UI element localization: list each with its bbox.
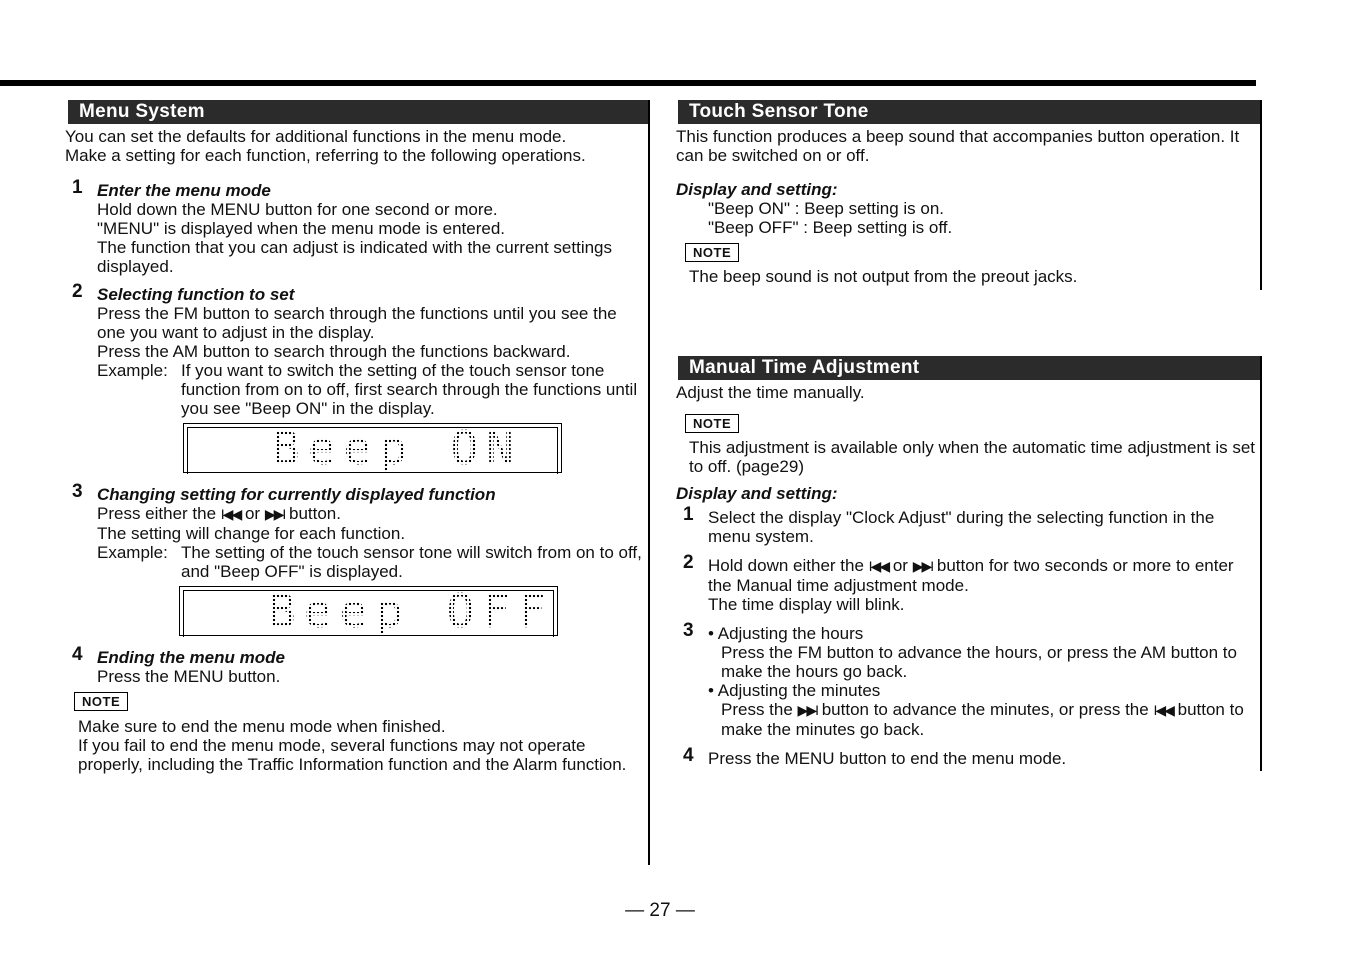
top-rule <box>0 80 1256 86</box>
step-text: Press the FM button to advance the hours, or press the AM button to make the hours go back. <box>721 643 1237 681</box>
display-setting-title: Display and setting: <box>676 484 838 503</box>
step-text: Press the MENU button. <box>97 667 281 686</box>
note-text: Make sure to end the menu mode when finished. <box>78 717 446 736</box>
previous-track-icon: I◀◀ <box>220 506 241 522</box>
section-title: Manual Time Adjustment <box>678 356 1260 380</box>
lcd-display <box>183 423 562 473</box>
step-number: 3 <box>683 620 694 641</box>
step-2 <box>65 281 648 475</box>
step-1 <box>676 504 1260 546</box>
intro-text: You can set the defaults for additional functions in the menu mode. <box>65 127 567 146</box>
bullet-item: • Adjusting the minutes <box>708 681 881 700</box>
touch-sensor-section <box>676 100 1262 290</box>
step-number: 4 <box>683 745 694 766</box>
example <box>97 543 648 581</box>
text-fragment: Press either the <box>97 504 217 523</box>
note-block <box>685 414 1260 476</box>
intro-text: Adjust the time manually. <box>676 383 865 402</box>
step-text: Press the AM button to search through the functions backward. <box>97 342 571 361</box>
next-track-icon: ▶▶I <box>912 558 933 574</box>
step-text: Select the display "Clock Adjust" during the selecting function in the menu system. <box>708 508 1215 546</box>
display-setting-title: Display and setting: <box>676 180 838 199</box>
note-label: NOTE <box>685 243 739 262</box>
step-number: 4 <box>72 644 83 665</box>
text-fragment: button to make the minutes go back. <box>721 700 1244 739</box>
menu-system-section <box>65 100 650 865</box>
note-text: If you fail to end the menu mode, several functions may not operate properly, including the Traffic Information function and the Alarm function. <box>78 736 627 774</box>
text-fragment: or <box>892 556 908 575</box>
step-text <box>97 504 648 524</box>
step-text <box>721 700 1260 739</box>
step-number: 1 <box>683 504 694 525</box>
setting-line: "Beep OFF" : Beep setting is off. <box>708 218 953 237</box>
step-4 <box>676 745 1260 768</box>
note-label: NOTE <box>74 692 128 711</box>
step-text: The function that you can adjust is indicated with the current settings displayed. <box>97 238 613 276</box>
example-label: Example: <box>97 361 168 380</box>
step-number: 3 <box>72 481 83 502</box>
intro-text: Make a setting for each function, referring to the following operations. <box>65 146 586 165</box>
next-track-icon: ▶▶I <box>264 506 285 522</box>
example-text: If you want to switch the setting of the touch sensor tone function from on to off, first search through the functions until you see "Beep ON" in the display. <box>181 361 638 418</box>
page-number: — 27 — <box>625 900 695 921</box>
step-text: Hold down the MENU button for one second or more. <box>97 200 498 219</box>
step-text: Press the FM button to search through the functions until you see the one you want to adjust in the display. <box>97 304 617 342</box>
step-title: Changing setting for currently displayed function <box>97 485 496 504</box>
step-title: Enter the menu mode <box>97 181 271 200</box>
step-2 <box>676 552 1260 614</box>
previous-track-icon: I◀◀ <box>868 558 889 574</box>
text-fragment: button. <box>289 504 341 523</box>
step-text: The setting will change for each function. <box>97 524 406 543</box>
bullet-item: • Adjusting the hours <box>708 624 864 643</box>
setting-line: "Beep ON" : Beep setting is on. <box>708 199 945 218</box>
step-1 <box>65 177 648 276</box>
step-text <box>708 556 1260 595</box>
example-text: The setting of the touch sensor tone will switch from on to off, and "Beep OFF" is displayed. <box>181 543 642 581</box>
text-fragment: Hold down either the <box>708 556 864 575</box>
lcd-display <box>179 586 558 636</box>
section-title: Touch Sensor Tone <box>678 100 1260 124</box>
example-label: Example: <box>97 543 168 562</box>
next-track-icon: ▶▶I <box>797 702 817 718</box>
text-fragment: Press the <box>721 700 793 719</box>
note-text: The beep sound is not output from the preout jacks. <box>689 267 1078 286</box>
step-text: Press the MENU button to end the menu mode. <box>708 749 1067 768</box>
text-fragment: or <box>244 504 261 523</box>
text-fragment: button for two seconds or more to enter the Manual time adjustment mode. <box>708 556 1234 595</box>
note-text: This adjustment is available only when the automatic time adjustment is set to off. (page29) <box>689 438 1255 476</box>
intro-text: This function produces a beep sound that accompanies button operation. It can be switched on or off. <box>676 127 1240 165</box>
section-title: Menu System <box>68 100 648 124</box>
step-number: 1 <box>72 177 83 198</box>
previous-track-icon: I◀◀ <box>1153 702 1173 718</box>
note-label: NOTE <box>685 414 739 433</box>
step-title: Ending the menu mode <box>97 648 285 667</box>
step-text: "MENU" is displayed when the menu mode is entered. <box>97 219 505 238</box>
step-3 <box>676 620 1260 739</box>
text-fragment: button to advance the minutes, or press the <box>821 700 1149 719</box>
step-text: The time display will blink. <box>708 595 905 614</box>
step-title: Selecting function to set <box>97 285 295 304</box>
lcd-text: Beep OFF <box>268 584 554 638</box>
step-number: 2 <box>683 552 694 573</box>
step-number: 2 <box>72 281 83 302</box>
step-4 <box>65 644 648 686</box>
lcd-text: Beep ON <box>272 421 522 475</box>
example <box>97 361 648 418</box>
note-block <box>685 243 1260 286</box>
step-3 <box>65 481 648 638</box>
note-block <box>74 692 648 774</box>
manual-time-section <box>676 356 1262 771</box>
